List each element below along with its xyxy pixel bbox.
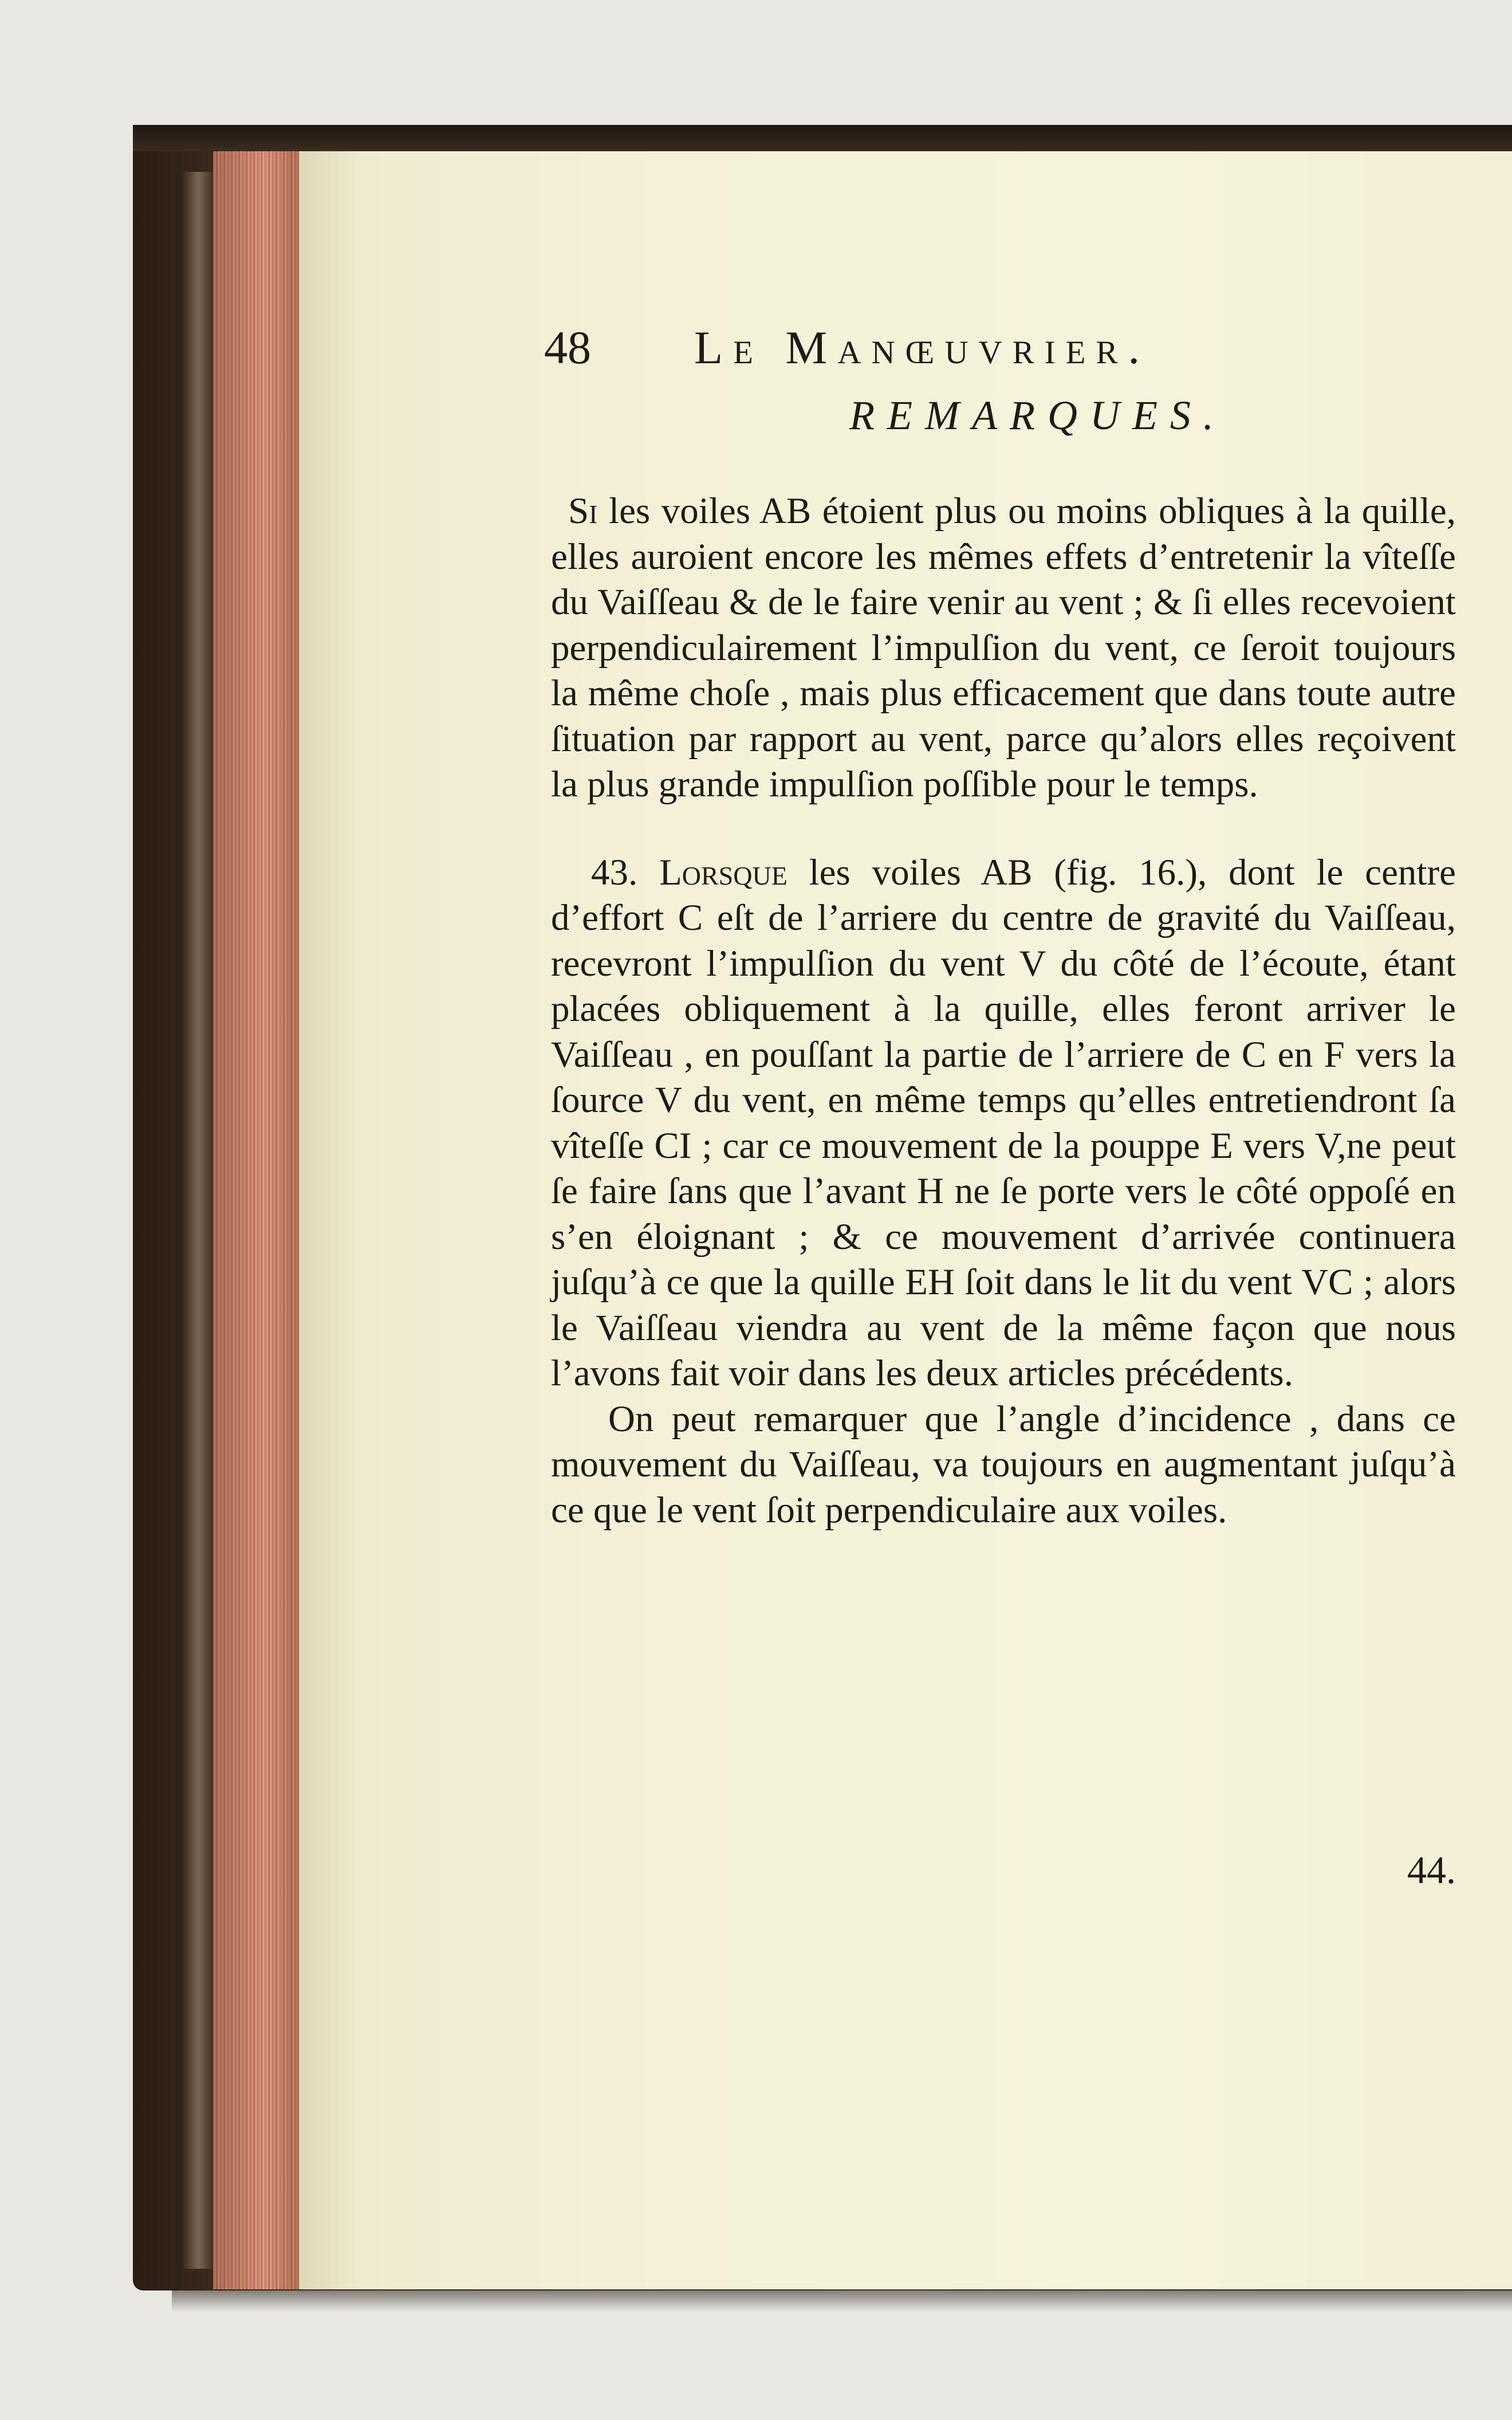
paragraph-lead: Si [568,490,598,532]
paragraph-body: On peut remarquer que l’angle d’incidence , dans ce mouvement du Vaiſſeau, va toujours en augmentant juſqu’à ce que le vent ſoit perpendiculaire aux voiles. [551,1398,1456,1531]
paragraph-body: les voiles AB (fig. 16.), dont le centre d’effort C eſt de l’arriere du centre de gravité du Vaiſſeau, recevront l’impulſion du vent V du côté de l’écoute, étant placées obliquement à la quille, elles feront arriver le Vaiſſeau , en pouſſant la partie de l’arriere de C en F vers la ſource V du vent, en même temps qu’elles entretiendront ſa vîteſſe CI ; car ce mouvement de la pouppe E vers V,ne peut ſe faire ſans que l’avant H ne ſe porte vers le côté oppoſé en s’en éloignant ; & ce mouvement d’arrivée continuera juſqu’à ce que la quille EH ſoit dans le lit du vent VC ; alors le Vaiſſeau viendra au vent de la même façon que nous l’avons fait voir dans les deux articles précédents. [551,851,1456,1394]
red-page-edges [213,151,299,2289]
page-text-block [544,321,1456,1892]
paragraph-lead: 43. Lorsque [591,851,788,893]
binding-top-edge [133,125,1512,151]
page-leaf-strip [183,172,214,2269]
paragraph-43 [551,850,1456,1397]
paragraph-on-peut [551,1397,1456,1534]
bottom-shadow [172,2289,1512,2312]
page-number: 48 [544,321,591,374]
running-head [544,321,1456,378]
paragraph-remarques [551,489,1456,808]
section-title: REMARQUES. [849,392,1226,438]
catchword: 44. [1407,1848,1456,1892]
paragraph-body: les voiles AB étoient plus ou moins obliques à la quille, elles auroient encore les mêmes effets d’entretenir la vîteſſe du Vaiſſeau & de le faire venir au vent ; & ſi elles recevoient perpendiculairement l’impulſion du vent, ce ſeroit toujours la même choſe , mais plus efficacement que dans toute autre ſituation par rapport au vent, parce qu’alors elles reçoivent la plus grande impulſion poſſible pour le temps. [551,490,1456,805]
running-title: Le Manœuvrier. [694,321,1150,374]
